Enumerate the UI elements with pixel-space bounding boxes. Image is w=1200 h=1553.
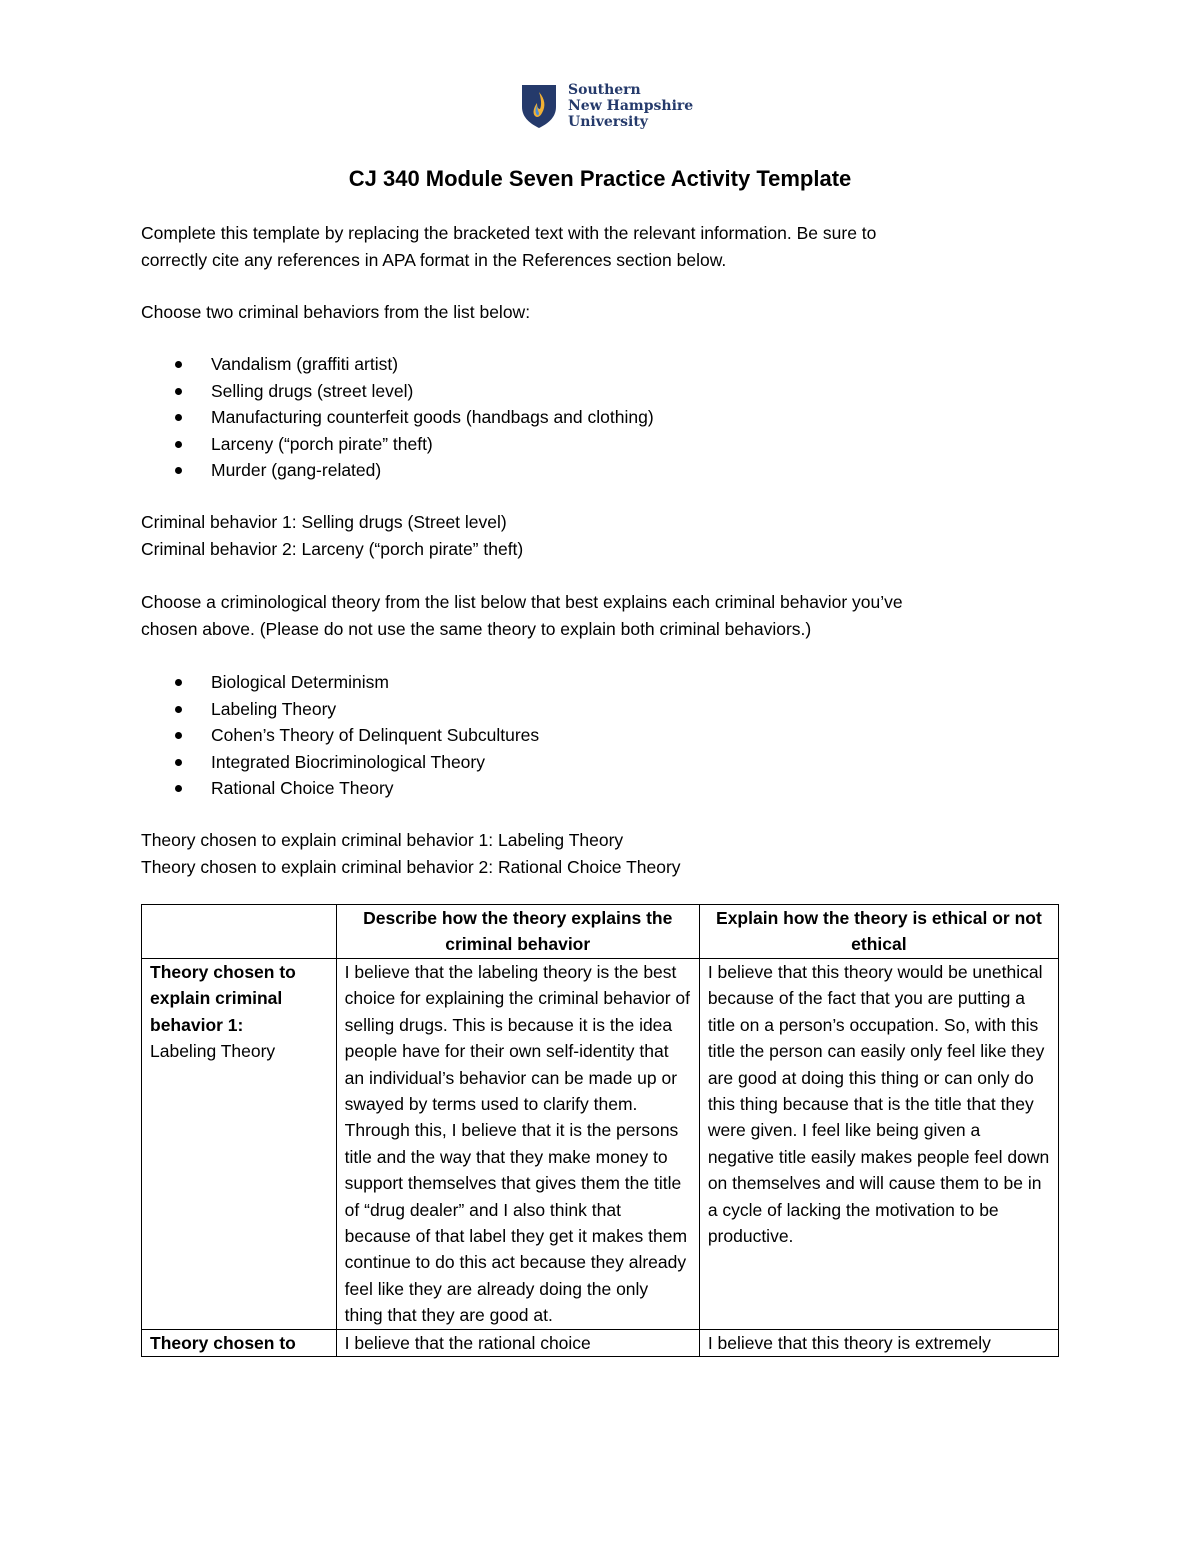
list-item-text: Selling drugs (street level) — [211, 380, 414, 401]
list-item — [141, 749, 1041, 776]
table-row — [142, 1329, 1059, 1356]
document-title: CJ 340 Module Seven Practice Activity Template — [348, 166, 852, 191]
bullet-icon — [175, 388, 182, 395]
chosen-theory-1: Theory chosen to explain criminal behavior 1: Labeling Theory — [141, 830, 624, 850]
theories-list — [141, 669, 1041, 802]
logo-wordmark — [568, 82, 693, 130]
row-label-cell — [142, 1329, 337, 1356]
list-item-text: Labeling Theory — [211, 698, 337, 719]
table-row — [142, 959, 1059, 1330]
list-item-text: Cohen’s Theory of Delinquent Subcultures — [211, 725, 540, 745]
list-item-text: Manufacturing counterfeit goods (handbags and clothing) — [211, 407, 654, 427]
bullet-icon — [175, 467, 182, 474]
choose-behaviors-prompt — [141, 299, 1041, 326]
intro-line-2: correctly cite any references in APA format in the References section below. — [141, 249, 727, 270]
chosen-behavior-1: Criminal behavior 1: Selling drugs (Street level) — [141, 512, 507, 532]
chosen-behavior-2: Criminal behavior 2: Larceny (“porch pirate” theft) — [141, 538, 524, 559]
list-item — [141, 431, 1041, 458]
choose-behaviors-text: Choose two criminal behaviors from the list below: — [141, 302, 531, 322]
university-logo — [520, 82, 693, 130]
intro-paragraph — [141, 220, 1041, 273]
list-item — [141, 351, 1041, 378]
list-item — [141, 775, 1041, 802]
list-item — [141, 404, 1041, 431]
list-item-text: Biological Determinism — [211, 672, 389, 692]
explains-cell: I believe that the rational choice — [336, 1329, 699, 1356]
list-item — [141, 457, 1041, 484]
behaviors-list — [141, 351, 1041, 484]
table-header-row — [142, 905, 1059, 959]
bullet-icon — [175, 732, 182, 739]
list-item-text: Murder (gang-related) — [211, 460, 382, 480]
list-item — [141, 722, 1041, 749]
list-item-text: Larceny (“porch pirate” theft) — [211, 433, 433, 454]
choose-theory-line-2: chosen above. (Please do not use the same theory to explain both criminal behaviors.) — [141, 618, 812, 639]
logo-line-3: University — [568, 114, 648, 130]
list-item — [141, 378, 1041, 405]
chosen-theories — [141, 827, 1041, 880]
ethical-cell: I believe that this theory is extremely — [699, 1329, 1058, 1356]
list-item-text: Vandalism (graffiti artist) — [211, 354, 399, 374]
table-header-ethical: Explain how the theory is ethical or not ethical — [699, 905, 1058, 959]
bullet-icon — [175, 759, 182, 766]
bullet-icon — [175, 361, 182, 368]
logo-line-2: New Hampshire — [568, 98, 694, 114]
shield-flame-icon — [520, 83, 558, 129]
bullet-icon — [175, 441, 182, 448]
chosen-behaviors — [141, 509, 1041, 562]
chosen-theory-2: Theory chosen to explain criminal behavior 2: Rational Choice Theory — [141, 856, 681, 877]
row-theory: Labeling Theory — [150, 1041, 276, 1062]
row-label: Theory chosen to — [150, 1332, 296, 1353]
list-item-text: Rational Choice Theory — [211, 778, 394, 798]
bullet-icon — [175, 414, 182, 421]
row-label-cell — [142, 959, 337, 1330]
bullet-icon — [175, 679, 182, 686]
logo-line-1: Southern — [568, 82, 641, 98]
choose-theory-prompt — [141, 589, 1041, 642]
ethical-cell: I believe that this theory would be unethical because of the fact that you are putting a title on a person’s occupation. So, with this title the person can easily only feel like they are good at doing this thing or can only do this thing because that is the title that they were given. I feel like being given a negative title easily makes people feel down on themselves and will cause them to be in a cycle of lacking the motivation to be productive. — [699, 959, 1058, 1330]
bullet-icon — [175, 785, 182, 792]
row-label: Theory chosen to explain criminal behavior 1: — [150, 962, 296, 1035]
explains-cell: I believe that the labeling theory is the best choice for explaining the criminal behavior of selling drugs. This is because it is the idea people have for their own self-identity that an individual’s behavior can be made up or swayed by terms used to clarify them. Through this, I believe that it is the persons title and the way that they make money to support themselves that gives them the title of “drug dealer” and I also think that because of that label they get it makes them continue to do this act because they already feel like they are already doing the only thing that they are good at. — [336, 959, 699, 1330]
list-item — [141, 696, 1041, 723]
intro-line-1: Complete this template by replacing the bracketed text with the relevant information. Be sure to — [141, 223, 877, 243]
bullet-icon — [175, 706, 182, 713]
list-item-text: Integrated Biocriminological Theory — [211, 751, 485, 772]
table-header-empty — [142, 905, 337, 959]
choose-theory-line-1: Choose a criminological theory from the list below that best explains each criminal behavior you’ve — [141, 592, 903, 612]
theory-table — [141, 904, 1059, 1357]
table-header-describe: Describe how the theory explains the criminal behavior — [336, 905, 699, 959]
list-item — [141, 669, 1041, 696]
